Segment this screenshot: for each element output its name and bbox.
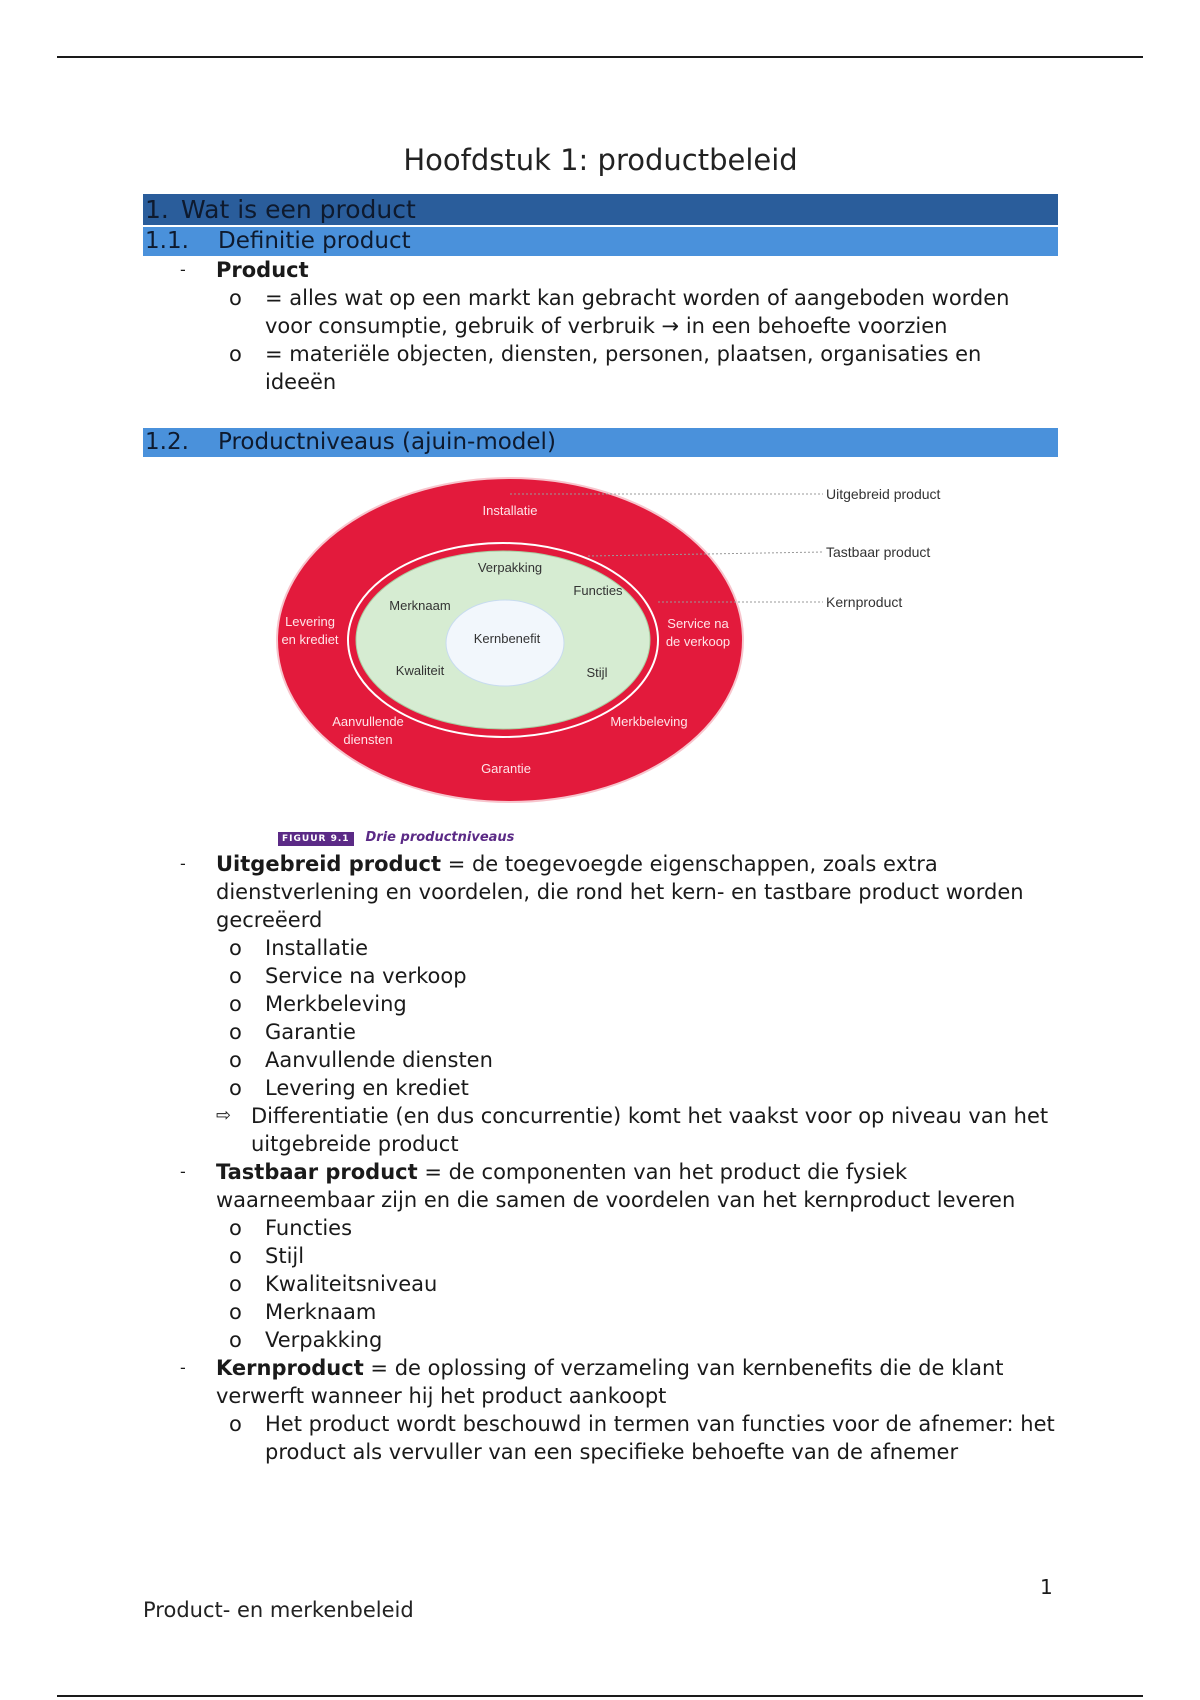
label-merknaam: Merknaam xyxy=(389,598,451,613)
circle-bullet: o xyxy=(229,1048,242,1072)
item-text: = alles wat op een markt kan gebracht worden of aangeboden worden voor consumptie, gebruik of verbruik → in een behoefte voorzien xyxy=(265,286,1010,338)
list-item xyxy=(143,934,1058,962)
label-diensten: diensten xyxy=(343,732,393,747)
arrow-bullet: ⇨ xyxy=(216,1105,232,1126)
item-text: Service na verkoop xyxy=(265,964,467,988)
item-text: Levering en krediet xyxy=(265,1076,469,1100)
heading-text: Productniveaus (ajuin-model) xyxy=(218,429,556,455)
figure-caption xyxy=(278,830,514,846)
circle-bullet: o xyxy=(229,1412,242,1436)
circle-bullet: o xyxy=(229,1300,242,1324)
definition-block xyxy=(143,256,1058,396)
term-label: Product xyxy=(216,258,309,282)
list-item xyxy=(143,340,1058,396)
header-rule xyxy=(57,56,1143,58)
circle-bullet: o xyxy=(229,342,242,366)
circle-bullet: o xyxy=(229,1328,242,1352)
onion-diagram xyxy=(270,475,970,835)
list-item xyxy=(143,1046,1058,1074)
term-label: Tastbaar product xyxy=(216,1160,418,1184)
page-number: 1 xyxy=(1040,1575,1053,1599)
list-item xyxy=(143,1410,1058,1466)
page-title: Hoofdstuk 1: productbeleid xyxy=(403,143,798,177)
heading-1 xyxy=(143,194,1058,225)
list-item xyxy=(143,962,1058,990)
list-item xyxy=(143,1270,1058,1298)
page-content xyxy=(143,138,1058,1466)
item-text: Merknaam xyxy=(265,1300,377,1324)
legend-kernproduct: Kernproduct xyxy=(826,594,903,610)
list-item xyxy=(143,1074,1058,1102)
list-item xyxy=(143,850,1058,934)
list-item xyxy=(143,1298,1058,1326)
page-footer: Product- en merkenbeleid xyxy=(143,1598,414,1622)
circle-bullet: o xyxy=(229,1076,242,1100)
list-item xyxy=(143,1354,1058,1410)
label-kwaliteit: Kwaliteit xyxy=(395,663,445,678)
circle-bullet: o xyxy=(229,1020,242,1044)
label-kernbenefit: Kernbenefit xyxy=(473,631,541,646)
term-definition: = de oplossing of verzameling van kernbenefits die de klant verwerft wanneer hij het product aankoopt xyxy=(216,1356,1004,1408)
term-definition: = de toegevoegde eigenschappen, zoals extra dienstverlening en voordelen, die rond het kern- en tastbare product worden gecreëerd xyxy=(216,852,1024,932)
term-definition: = de componenten van het product die fysiek waarneembaar zijn en die samen de voordelen van het kernproduct leveren xyxy=(216,1160,1016,1212)
item-text: = materiële objecten, diensten, personen, plaatsen, organisaties en ideeën xyxy=(265,342,982,394)
legend-uitgebreid: Uitgebreid product xyxy=(826,486,941,502)
list-item xyxy=(143,1102,1058,1158)
label-de-verkoop: de verkoop xyxy=(665,634,731,649)
label-aanvullende: Aanvullende xyxy=(332,714,404,729)
term-label: Uitgebreid product xyxy=(216,852,442,876)
label-levering: Levering xyxy=(285,614,335,629)
item-text: Functies xyxy=(265,1216,353,1240)
circle-bullet: o xyxy=(229,1272,242,1296)
dash-bullet: - xyxy=(180,1358,186,1377)
list-item xyxy=(143,1214,1058,1242)
label-stijl: Stijl xyxy=(586,665,608,680)
item-text: Garantie xyxy=(265,1020,356,1044)
label-en-krediet: en krediet xyxy=(281,632,339,647)
heading-text: Definitie product xyxy=(218,228,411,254)
circle-bullet: o xyxy=(229,286,242,310)
heading-1-2 xyxy=(143,428,1058,457)
item-text: Stijl xyxy=(265,1244,305,1268)
list-item xyxy=(143,1018,1058,1046)
label-service-na: Service na xyxy=(667,616,729,631)
heading-text: Wat is een product xyxy=(181,195,416,224)
list-item xyxy=(143,1326,1058,1354)
heading-1-1 xyxy=(143,227,1058,256)
item-text: Kwaliteitsniveau xyxy=(265,1272,438,1296)
label-installatie: Installatie xyxy=(482,503,538,518)
dash-bullet: - xyxy=(180,260,186,279)
heading-number: 1.2. xyxy=(145,429,189,455)
circle-bullet: o xyxy=(229,964,242,988)
label-garantie: Garantie xyxy=(481,761,531,776)
item-text: Merkbeleving xyxy=(265,992,407,1016)
figure-title: Drie productniveaus xyxy=(365,830,515,845)
list-item xyxy=(143,256,1058,284)
list-item xyxy=(143,1158,1058,1214)
item-text: Installatie xyxy=(265,936,369,960)
heading-number: 1. xyxy=(145,195,169,224)
list-item xyxy=(143,1242,1058,1270)
label-merkbeleving: Merkbeleving xyxy=(610,714,688,729)
term-label: Kernproduct xyxy=(216,1356,364,1380)
heading-number: 1.1. xyxy=(145,228,189,254)
circle-bullet: o xyxy=(229,1216,242,1240)
item-text: Het product wordt beschouwd in termen van functies voor de afnemer: het product als vervuller van een specifieke behoefte van de afnemer xyxy=(265,1412,1055,1464)
levels-list xyxy=(143,850,1058,1466)
label-functies: Functies xyxy=(573,583,623,598)
item-text: Aanvullende diensten xyxy=(265,1048,493,1072)
circle-bullet: o xyxy=(229,1244,242,1268)
figure-badge: FIGUUR 9.1 xyxy=(278,832,354,846)
item-text: Verpakking xyxy=(265,1328,383,1352)
dash-bullet: - xyxy=(180,854,186,873)
list-item xyxy=(143,990,1058,1018)
dash-bullet: - xyxy=(180,1162,186,1181)
circle-bullet: o xyxy=(229,936,242,960)
label-verpakking: Verpakking xyxy=(477,560,543,575)
list-item xyxy=(143,284,1058,340)
onion-model-figure xyxy=(270,475,970,850)
circle-bullet: o xyxy=(229,992,242,1016)
legend-tastbaar: Tastbaar product xyxy=(826,544,931,560)
item-text: Differentiatie (en dus concurrentie) komt het vaakst voor op niveau van het uitgebreide product xyxy=(251,1104,1049,1156)
footer-rule xyxy=(57,1695,1143,1697)
